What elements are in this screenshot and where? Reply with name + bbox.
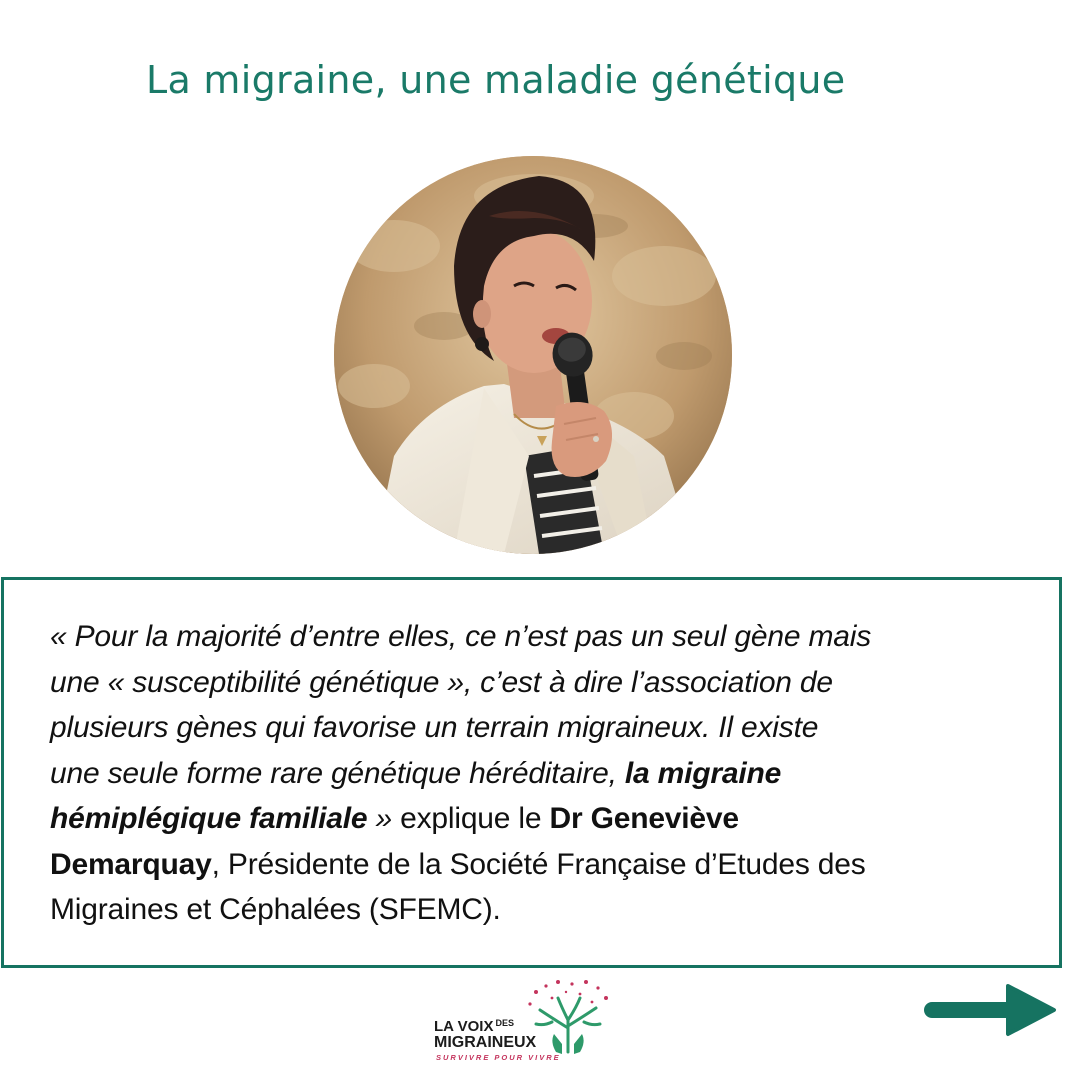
brand-logo bbox=[430, 978, 620, 1074]
quote-run: la migraine bbox=[624, 756, 782, 790]
quote-line bbox=[50, 705, 1030, 751]
quote-line bbox=[50, 796, 1030, 842]
arrow-right-icon bbox=[922, 984, 1058, 1040]
logo-title-line2: MIGRAINEUX bbox=[434, 1034, 537, 1051]
quote-run: « Pour la majorité d’entre elles, ce n’est pas un seul gène mais bbox=[50, 620, 871, 653]
quote-run: Dr Geneviève bbox=[549, 802, 739, 835]
next-slide-button[interactable] bbox=[922, 984, 1058, 1040]
quote-line bbox=[50, 614, 1030, 660]
quote-run: Demarquay bbox=[50, 847, 212, 881]
quote-line bbox=[50, 887, 1030, 933]
quote-run: Migraines et Céphalées (SFEMC). bbox=[50, 893, 501, 926]
quote-run: explique le bbox=[400, 802, 550, 835]
speaker-portrait bbox=[334, 156, 732, 554]
quote-line bbox=[50, 751, 1030, 797]
quote-run: plusieurs gènes qui favorise un terrain migraineux. Il existe bbox=[50, 711, 819, 744]
quote-run: , Présidente de la Société Française d’Etudes des bbox=[211, 847, 866, 881]
quote-run: une « susceptibilité génétique », c’est à dire l’association de bbox=[50, 665, 833, 699]
speaker-photo bbox=[334, 156, 732, 554]
quote-line bbox=[50, 842, 1030, 888]
logo-title-line1: LA VOIX $^{DES}$ bbox=[434, 1018, 514, 1035]
quote-run: une seule forme rare génétique héréditaire, bbox=[50, 756, 625, 790]
logo-tagline: SURVIVRE POUR VIVRE bbox=[436, 1053, 561, 1062]
quote-run: » bbox=[367, 802, 401, 835]
page-title: La migraine, une maladie génétique bbox=[146, 58, 846, 102]
quote-line bbox=[50, 660, 1030, 706]
quote-text bbox=[50, 614, 1030, 933]
quote-run: hémiplégique familiale bbox=[50, 802, 368, 835]
